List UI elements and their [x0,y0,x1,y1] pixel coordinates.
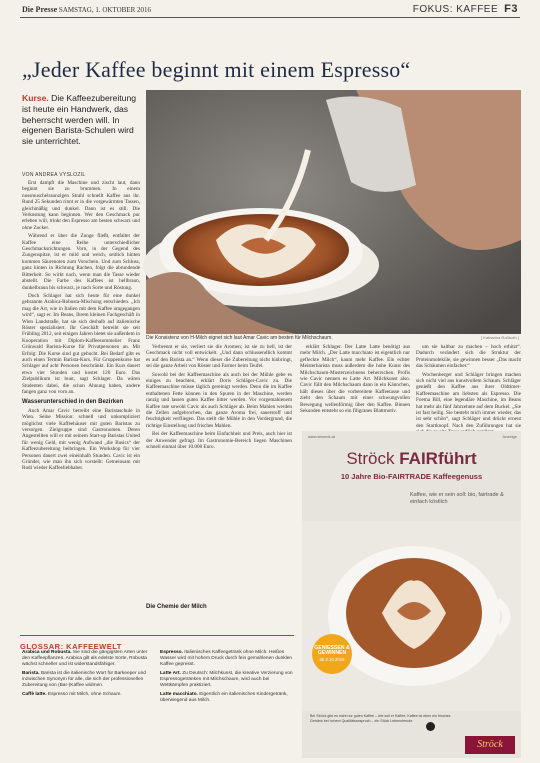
section-header [413,3,518,15]
photo-caption: Die Konsistenz von H-Milch eignet sich laut Amar Cavic am besten für Milchschaum. [146,335,333,341]
byline: VON ANDREA VYSLOZIL [22,172,86,178]
intro-text: Die Kaffeezubereitung ist heute ein Handwerk, das beherrscht werden will. In eigenen Barista-Schulen wird sie unterrichtet. [22,93,137,147]
stroeck-logo: Ströck [465,736,515,754]
article-kicker: Kurse. [22,93,49,103]
glossary-definition: Espresso mit Milch, ohne Schaum. [46,692,122,697]
paragraph: Verbrennt er sie, verliert sie die Aromen; ist sie zu hell, ist der Geschmack nicht voll entwickelt. „Und dann schlussendlich kommt es auf den Barista an.“ Wenn dieser die Zubereitung nicht hinbringt, sei die ganze Arbeit von Röster und Farmer beim Teufel. [146,344,292,370]
ad-url[interactable]: www.stroeck.at [308,434,335,439]
ad-title-brand: Ströck [346,449,400,468]
ad-title [302,449,521,469]
glossary-definition: Zu Deutsch: Milchkunst, die kreative Verzierung von Espressogetränken mit Milchschaum, wird auch bei Wettkämpfen praktiziert. [160,671,293,688]
glossary-entry [160,650,294,668]
glossary-left [22,650,150,698]
glossary-term: Espresso. [160,650,183,655]
glossary-term: Latte macchiato. [160,692,198,697]
subheading: Die Chemie der Milch [146,604,207,610]
latte-art-photo [146,90,521,334]
glossary-right [160,650,294,704]
glossary-title: GLOSSAR: KAFFEEWELT [20,642,122,651]
glossary-term: Latte Art. [160,671,181,676]
header-rule [20,17,520,18]
section-name: FOKUS: KAFFEE [412,4,499,15]
badge-date: ab 3.10.2016 [319,656,345,662]
article-column-1 [22,180,140,632]
paragraph: Erst dampft die Maschine und zischt laut, dann beginnt sie zu brummen. In einem nussmuschelraunzigen Strahl schnellt Kaffee aus ihr. Rund 25 Sekunden rinnt er in die vorgewärmten Tassen, gleichmäßig und dunkel. Dann ist es still. Die Verkostung kann beginnen. Wer den Geschmack pur erleben will, trinkt den Espresso am besten schwarz und ohne Zucker. [22,180,140,231]
issue-date: SAMSTAG, 1. OKTOBER 2016 [58,6,151,14]
article-photo [146,90,521,334]
glossary-definition: Eigentlich ein italienisches Kindergetränk, überwiegend aus Milch. [160,692,288,703]
photo-credit: [ Katharina Roßboth ] [480,335,519,340]
glossary-entry [160,692,294,704]
ad-claim: Kaffee, wie er sein soll: bio, fairtrade & einfach köstlich [410,492,504,505]
fairtrade-logo-icon [426,722,435,731]
article-column-2 [146,344,292,632]
paragraph: Bei der Kaffeemaschine beim Einfachheit und Preis, auch hier ist der Anwender gefragt. Im Gastronomie-Bereich liegen Maschinen schnell einmal über 10.000 Euro. [146,431,292,451]
ad-label: Anzeige [502,434,517,439]
article-intro [22,93,140,147]
paragraph: Auch Amar Cavic betreibt eine Baristaschule in Wien. Seine Mission: schnell und unkompliziert möglichst viele Kaffeehäuser mit guten Baristas zu versorgen. Zielgruppe sind Gastronomen. Deren Angestellten will er mit seinem Start-up Baristas United für wenig Geld, mit wenig Aufwand „die Basics“ der Kaffeezubereitung beibringen. Ein Workshop für vier Personen dauert zwei eineinhalb Stunden. Cavic ist ein Gründer, wie man ihn sich vorstellt: Gemeinsam mit Rudi wieder Kaffeeliebhaber. [22,407,140,472]
badge-headline: GENIESSEN & GEWINNEN [314,645,350,657]
paragraph: erklärt Schlager. Der Latte Latte benötigt aus mehr Milch. „Der Latte macchiato ist eigentlich nur gefleckte Milch“, kaum mehr Kaffee. Ein echter Meisterbarista muss außerdem die hohe Kunst des Milchschaum-Musterzeichnens beherrschen. Profis wie Cavic nennen es Latte Art. Milchkunst also. Cavic füllt den Milchschaum dann in ein Kännchen, hält dieses über die vorbereitete Kaffeetasse und zieht den Schaum mit einer schwungvollen Bewegung wellenförmig über den Kaffee. Binnen Sekunden entsteht so ein filigranes Blattmotiv. [300,344,410,415]
glossary-header [20,635,294,651]
glossary-term: Barista. [22,671,40,676]
paragraph: Wochenberger und Schläger bringen machen sich nicht viel aus kunstvollem Schaum. Schläger genießt den Kaffee aus ihrer Oldtimer-Kaffeemaschine am liebsten als Espresso. Die Foema Bill, eine legendäre Maschine, im Beans hat mehr als fünf Jahrzehnte auf dem Buckel. „Sie ist fast heilig. Sie besteht mich immer wieder, das ist sehr schön“, sagt Schläger und drückt erneut den Startknopf. Nach den Zuführungen hat sie [416,371,521,429]
article-title: „Jeder Kaffee beginnt mit einem Espresso“ [22,57,411,82]
glossary-entry [22,671,150,689]
subheading: Wasserunterschied in den Bezirken [22,399,124,406]
masthead [22,5,151,14]
glossary-term: Caffè latte. [22,692,47,697]
ad-fine-print: Bei Ströck gibt es nicht nur guten Kaffee – wie soll er Kaffee, Kaffee ist eben ein frisches Getränk bei hohem Qualitätsanspruch – ein Stück Lebensfreude. [310,714,451,723]
glossary-definition: Italienisches Kaffeegetränk ohne Milch. Heißes Wasser wird mit hohem Druck durch fein gemahlenen dunklen Kaffee gepresst. [160,650,293,667]
glossary-term: Arabica und Robusta. [22,650,72,655]
paragraph: Sowohl bei der Kaffeemaschine als auch bei der Mühle gebe es einiges zu beachten, erklärt Doris Schläger-Cavic zu. Die Kaffeemaschine müsse täglich gereinigt werden. Denn die im Kaffee enthaltenen Fette können in den Spuren in der Maschine, werden ranzig und lassen guten Kaffee bitter werden. Vor vorgemahlenem Kaffee rate sowohl Cavic als auch Schläger ab. Beim Mahlen werden die Zellen aufgebrochen, das ganze Aroma frei, sauerstoff und feuchtigkeit verfliegen. Das stellt die Mühle in den Vordergrund, die richtige Einstellung und frisches Mahlen. [146,371,292,429]
ad-subtitle: 10 Jahre Bio-FAIRTRADE Kaffeegenuss [340,472,483,481]
glossary-definition: Barista ist die italienische Wort für Barkeeper und inzwischen Synonym für alle, die sich der professionellen Zubereitung von (Bar-)Kaffee widmen. [22,671,146,688]
advertisement[interactable] [302,431,521,758]
glossary-entry [22,692,150,698]
ad-promo-badge[interactable] [312,634,352,674]
paragraph: Doch Schlager hat sich heute für eine dunkel gebrannte Arabica-Robusta-Mischung entschieden. „Ich mag die Art, wie in Italien mit dem Kaffee umgegangen wird“, sagt er. Im Beans, Ihrem kleinen Fachgeschäft in Wien Landstraße, hat sie sich deshalb auf italienische Röster spezialisiert. Ihr Geschäft betreibt sie seit Frühling 2012, seit einigen Jahren bietet sie außerdem in Kooperation mit Diplom-Kaffeesommelier Franz Grünwald Barista-Kurse für Privatpersonen an. Mit Erfolg: Die Kurse sind gut gebucht. Bei Bedarf gibt es auch einen Termin Barista-Kurs. Für Gruppenkurse hat Schlager auf acht Personen beschränkt. Ein Kurs dauert etwa vier Stunden und kostet 120 Euro. Das Zielpublikum ist bunt, sagt Schlager. Da wären Studenten dabei, die schon Ahnung haben, andere fangen ganz von vorn an. [22,292,140,395]
article-subsection [146,600,292,612]
glossary-entry [160,671,294,689]
paragraph: Während er über die Zunge fließt, entfaltet der Kaffee eine Reihe unterschiedlicher Geschmacksrichtungen. Vorn, in der Gegend des Zungenspitze, ist er mild und weich, seitlich hinten kommen Säurenoten zum Vorschein. Und zum Schluss, ganz hinten in Richtung Rachen, folgt die abrundende Bitterkeit. So wirkt nach, wenn man die Tasse wieder abstellt. Die Farbe des Kaffees ist hellbraun, dunkelbraun bis schwarz, je nach Sorte und Röstung. [22,233,140,291]
article-column-4 [416,344,521,428]
ad-coffee-cup-image [302,521,521,711]
paragraph: um sie haltbar zu machen – hoch erhitzt“. Dadurch verändert sich die Struktur der Proteinmoleküle, sie gewinnen besser „Das macht das Schäumen einfacher.“ [416,344,521,370]
article-column-3 [300,344,410,428]
page-number: F3 [504,3,518,15]
glossary-entry [22,650,150,668]
glossary-definition: Sie sind die gängigsten Arten unter den Kaffeepflanzen. Arabica gilt als edelste Sorte, Robusta wächst schneller und ist widerstandsfähiger. [22,650,148,667]
paper-name: Die Presse [22,5,58,14]
ad-title-slogan: FAIRführt [399,449,477,468]
